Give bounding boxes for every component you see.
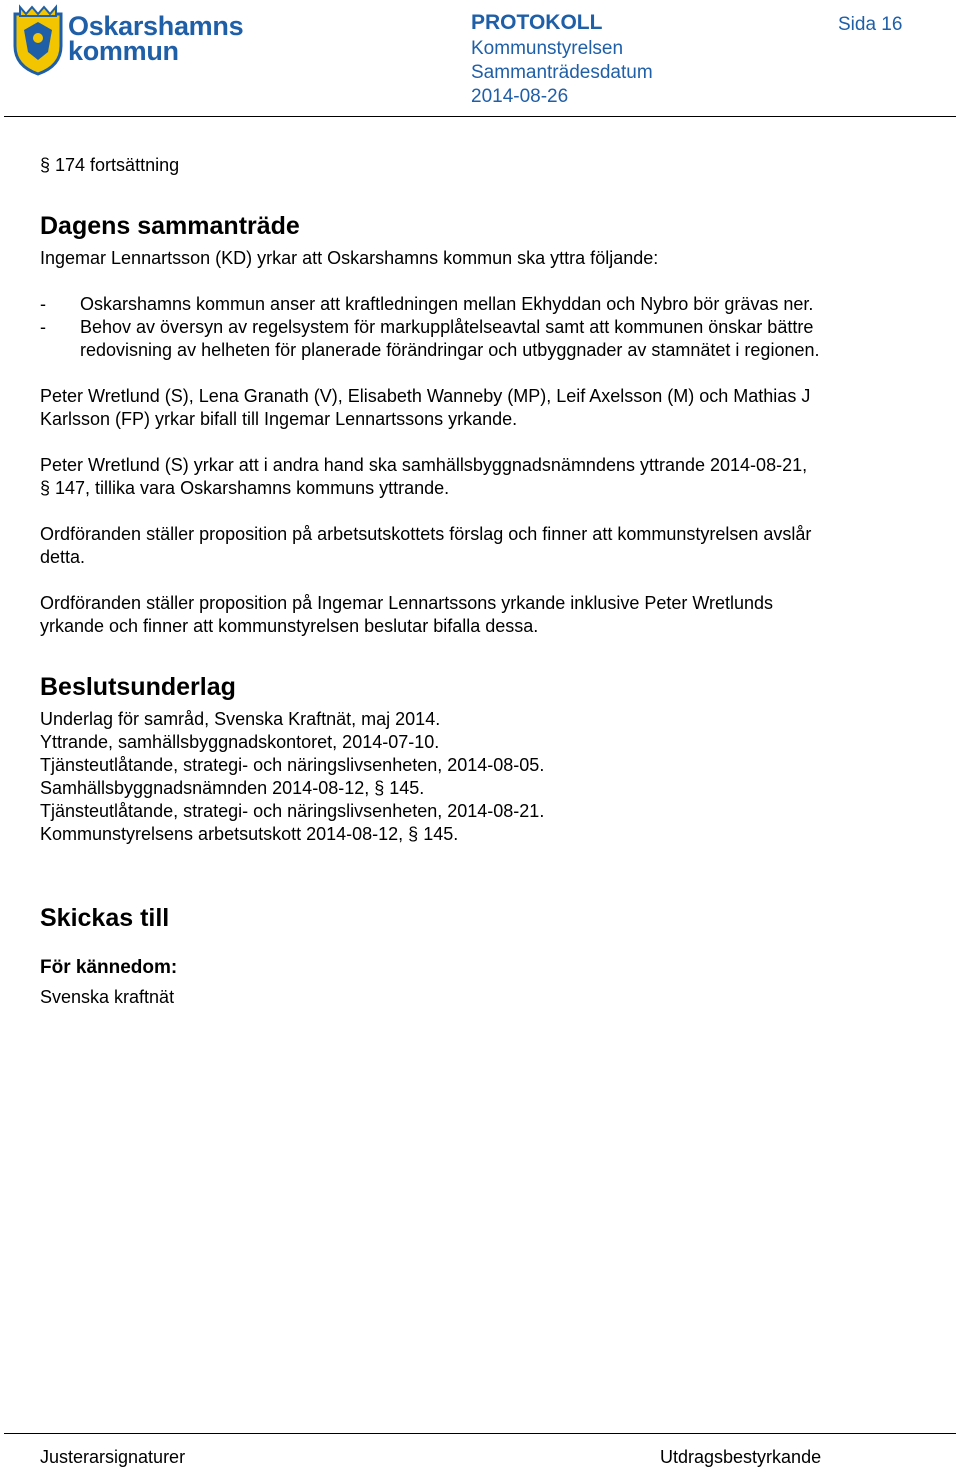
footer-divider — [4, 1433, 956, 1434]
date-label: Sammanträdesdatum — [471, 62, 653, 83]
section-reference: § 174 fortsättning — [40, 155, 180, 175]
document-type: PROTOKOLL — [471, 11, 603, 34]
list-item: Oskarshamns kommun anser att kraftledningen mellan Ekhyddan och Nybro bör grävas ner. — [80, 294, 814, 314]
header-divider — [4, 116, 956, 117]
bullet-dash: - — [40, 317, 46, 337]
municipality-logo — [12, 4, 262, 76]
list-item-continuation: redovisning av helheten för planerade förändringar och utbyggnader av stamnätet i regionen. — [80, 340, 820, 360]
page-number: Sida 16 — [838, 14, 903, 35]
organ-name: Kommunstyrelsen — [471, 38, 624, 59]
logo-line-2: kommun — [68, 36, 179, 66]
basis-item: Tjänsteutlåtande, strategi- och näringslivsenheten, 2014-08-05. — [40, 755, 545, 775]
paragraph-proposition-1-line-1: Ordföranden ställer proposition på arbetsutskottets förslag och finner att kommunstyrelsen avslår — [40, 524, 812, 544]
paragraph-support-line-2: Karlsson (FP) yrkar bifall till Ingemar Lennartssons yrkande. — [40, 409, 518, 429]
heading-meeting: Dagens sammanträde — [40, 212, 300, 240]
basis-item: Kommunstyrelsens arbetsutskott 2014-08-12, § 145. — [40, 824, 459, 844]
basis-item: Samhällsbyggnadsnämnden 2014-08-12, § 145. — [40, 778, 425, 798]
coat-of-arms-icon — [12, 4, 64, 76]
paragraph-proposition-1-line-2: detta. — [40, 547, 86, 567]
logo-line-1: Oskarshamns — [68, 11, 244, 41]
for-information-label: För kännedom: — [40, 957, 178, 978]
basis-item: Underlag för samråd, Svenska Kraftnät, maj 2014. — [40, 709, 441, 729]
logo-wordmark — [68, 11, 244, 66]
basis-item: Yttrande, samhällsbyggnadskontoret, 2014-07-10. — [40, 732, 440, 752]
basis-item: Tjänsteutlåtande, strategi- och näringslivsenheten, 2014-08-21. — [40, 801, 545, 821]
heading-basis: Beslutsunderlag — [40, 673, 236, 701]
meeting-date: 2014-08-26 — [471, 86, 569, 107]
bullet-dash: - — [40, 294, 46, 314]
footer-signatures: Justerarsignaturer — [40, 1447, 186, 1467]
heading-send-to: Skickas till — [40, 904, 170, 932]
footer-extract-certification: Utdragsbestyrkande — [660, 1447, 822, 1467]
paragraph-support-line-1: Peter Wretlund (S), Lena Granath (V), Elisabeth Wanneby (MP), Leif Axelsson (M) och Mathias J — [40, 386, 811, 406]
paragraph-secondary-line-2: § 147, tillika vara Oskarshamns kommuns yttrande. — [40, 478, 450, 498]
recipient: Svenska kraftnät — [40, 987, 175, 1007]
list-item: Behov av översyn av regelsystem för markupplåtelseavtal samt att kommunen önskar bättre — [80, 317, 814, 337]
paragraph-proposition-2-line-1: Ordföranden ställer proposition på Ingemar Lennartssons yrkande inklusive Peter Wretlunds — [40, 593, 774, 613]
paragraph-proposition-2-line-2: yrkande och finner att kommunstyrelsen beslutar bifalla dessa. — [40, 616, 539, 636]
paragraph-secondary-line-1: Peter Wretlund (S) yrkar att i andra hand ska samhällsbyggnadsnämndens yttrande 2014-08-21, — [40, 455, 808, 475]
intro-text: Ingemar Lennartsson (KD) yrkar att Oskarshamns kommun ska yttra följande: — [40, 248, 659, 268]
